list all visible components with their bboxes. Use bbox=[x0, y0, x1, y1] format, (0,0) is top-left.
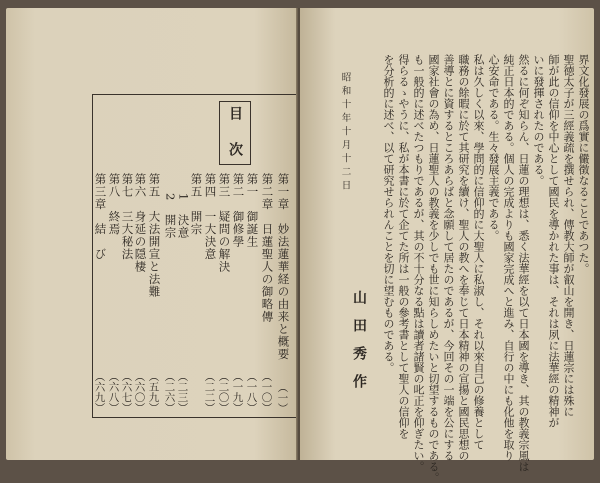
toc-entry-page: （一） bbox=[276, 381, 289, 413]
toc-entry-page: （一九） bbox=[231, 371, 244, 413]
toc-heading: 目次 bbox=[227, 106, 243, 178]
toc-entry-label: 第一 御誕生 bbox=[245, 173, 260, 248]
toc-entry-page: （六七） bbox=[120, 371, 133, 413]
toc-entry-page: （五九） bbox=[147, 371, 160, 413]
toc-entry bbox=[108, 173, 122, 413]
toc-entry-label: 第三 疑問の解決 bbox=[217, 173, 232, 273]
toc-entry bbox=[218, 173, 232, 413]
toc-entry-label: 第二 御修學 bbox=[231, 173, 246, 248]
preface-line: 得らるゝやうに、私が本書に於て企てた所は一般の參考書として聖人の信仰を bbox=[397, 54, 410, 439]
toc-entry-label: 第三章 結 び bbox=[93, 173, 108, 261]
toc-entry-page: （二〇） bbox=[217, 371, 230, 413]
toc-entry bbox=[261, 173, 275, 413]
preface-line: 職務の餘暇に於て其研究を續け、聖人の教へを奉じて日本精神の宣揚と國民思想の bbox=[457, 54, 470, 461]
toc-entry bbox=[121, 173, 135, 413]
preface-author: 山田秀作 bbox=[351, 290, 367, 402]
toc-entry bbox=[134, 173, 148, 413]
preface-line: も一般的に述べたつもりであるが、其の不十分なる點は讀者諸賢の叱正を仰ぎたい。 bbox=[412, 54, 425, 472]
preface-line: 聖徳太子が三經義疏を撰せられ、傳教大師が叡山を開き、日蓮宗には殊に bbox=[562, 54, 575, 417]
preface-line: 私は久しく以來、學問的に信仰的に大聖人に私淑し、それ以來自己の修養として bbox=[472, 54, 485, 450]
toc-entry-page: （二二） bbox=[203, 371, 216, 413]
toc-entry-label: 第四 一大決意 bbox=[203, 173, 218, 261]
toc-entry-label: 第二章 日蓮聖人の御略傳 bbox=[260, 173, 275, 323]
toc-entry-page: （二六） bbox=[163, 371, 176, 413]
toc-entry bbox=[94, 173, 108, 413]
toc-entry bbox=[232, 173, 246, 413]
preface-line: 心安命である。生々發展主義である。 bbox=[487, 54, 500, 241]
toc-heading-box bbox=[219, 101, 251, 178]
toc-entry-label: 第六 身延の隠棲 bbox=[133, 173, 148, 273]
toc-entry bbox=[277, 173, 291, 413]
toc-entry-page: （一〇） bbox=[260, 371, 273, 413]
toc-entry-label: 第五 大法開宣と法難 bbox=[147, 173, 162, 298]
toc-entry bbox=[190, 173, 204, 413]
toc-entry-page: （一八） bbox=[245, 371, 258, 413]
toc-entry bbox=[204, 173, 218, 413]
toc-entry-page: （二三） bbox=[176, 371, 189, 413]
toc-entry-page: （六九） bbox=[93, 371, 106, 413]
preface-line: 純正日本的である。個人の完成よりも國家完成へと進み、自行の中にも化他を取り bbox=[502, 54, 515, 461]
preface-line: 師が此の信仰を中心として國民を導かれた事は、それは夙に法華經の精神が bbox=[547, 54, 560, 428]
preface-line: 然るに何ぞ知らん、日蓮の理想は、悉く法華經を以て日本國を導き、其の教義宗風は bbox=[517, 54, 530, 472]
preface-date: 昭和十年十月十二日 bbox=[339, 72, 351, 194]
toc-entry-label: 第八 終焉 bbox=[107, 173, 122, 236]
toc-entry-label: 第五 開宗 bbox=[189, 173, 204, 236]
toc-entry-page: （六八） bbox=[107, 371, 120, 413]
toc-entry bbox=[164, 173, 178, 413]
toc-entry-label: 2 開宗 bbox=[163, 193, 178, 239]
toc-entry-label: 第七 三大秘法 bbox=[120, 173, 135, 261]
toc-entry-label: 1 決意 bbox=[176, 193, 191, 239]
toc-entry bbox=[148, 173, 162, 413]
preface-line: 界文化發展の爲實に儼徴なることであつた。 bbox=[577, 54, 590, 274]
preface-line: 善導とに資するところあらばと念願して居たのであるが、今回その一端を公にする bbox=[442, 54, 455, 461]
toc-entry-label: 第一章 妙法蓮華経の由来と概要 bbox=[276, 173, 291, 361]
preface-line: いに發揮されたのである。 bbox=[532, 54, 545, 186]
preface-line: を分析的に述べ、以て研究せられんことを切に望むものである。 bbox=[382, 54, 395, 373]
table-of-contents bbox=[92, 94, 306, 418]
left-page bbox=[6, 8, 298, 460]
toc-entry bbox=[246, 173, 260, 413]
toc-entry bbox=[177, 173, 191, 413]
preface-line: 國家社會の為め、日蓮聖人の教義を少しでも世に知らしめたいと切望するものである。 bbox=[427, 54, 440, 483]
toc-entry-page: （六〇） bbox=[133, 371, 146, 413]
